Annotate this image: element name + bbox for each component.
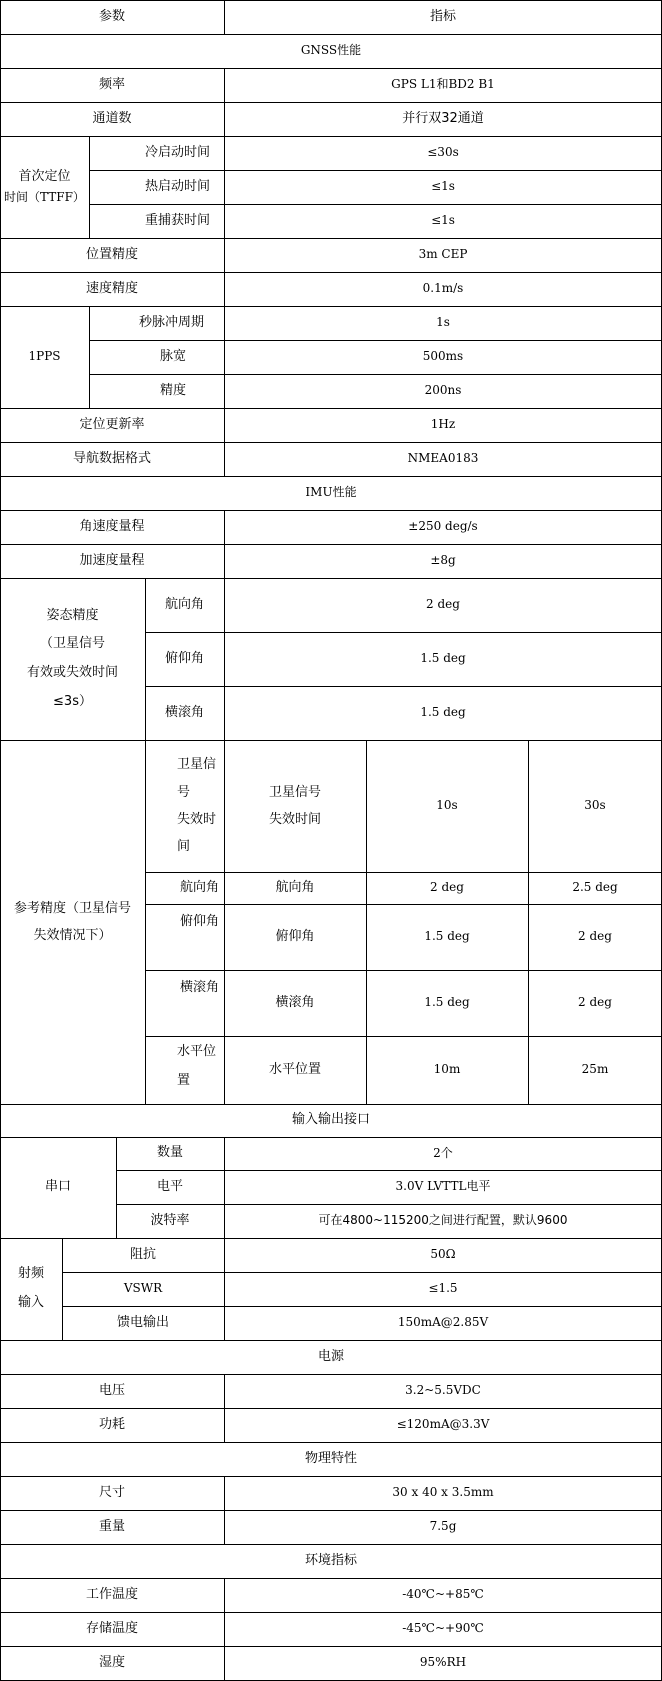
serial-count-label: 数量 bbox=[116, 1137, 224, 1170]
data-format-label: 导航数据格式 bbox=[0, 442, 224, 476]
grid-line-horizontal bbox=[0, 1238, 662, 1239]
grid-line-horizontal bbox=[0, 272, 662, 273]
accel-range-label: 加速度量程 bbox=[0, 544, 224, 578]
grid-line-vertical bbox=[62, 1238, 63, 1340]
grid-line-horizontal bbox=[0, 238, 662, 239]
section-power: 电源 bbox=[0, 1340, 662, 1374]
storage-temp-label: 存储温度 bbox=[0, 1612, 224, 1646]
hot-start-value: ≤1s bbox=[224, 170, 662, 204]
grid-line-horizontal bbox=[0, 1510, 662, 1511]
grid-line-horizontal bbox=[0, 1476, 662, 1477]
serial-level-value: 3.0V LVTTL电平 bbox=[224, 1170, 662, 1204]
grid-line-horizontal bbox=[89, 374, 662, 375]
grid-line-vertical bbox=[224, 1374, 225, 1442]
attitude-roll-label: 横滚角 bbox=[145, 686, 224, 740]
grid-line-horizontal bbox=[0, 1137, 662, 1138]
ref-outage-10s: 10s bbox=[366, 740, 528, 872]
channels-label: 通道数 bbox=[0, 102, 224, 136]
ref-outage-col-line1: 卫星信号 bbox=[268, 784, 321, 800]
ref-roll-30s: 2 deg bbox=[528, 970, 662, 1036]
grid-line-horizontal bbox=[0, 510, 662, 511]
section-physical: 物理特性 bbox=[0, 1442, 662, 1476]
ttff-group-line2: 时间（TTFF） bbox=[4, 189, 85, 204]
section-environment: 环境指标 bbox=[0, 1544, 662, 1578]
attitude-group-line3: 有效或失效时间 bbox=[26, 665, 118, 680]
grid-line-vertical bbox=[0, 0, 1, 1681]
rf-group-line1: 射频 bbox=[17, 1266, 44, 1282]
ref-horizontal-sub-line1: 水平位 bbox=[177, 1044, 217, 1059]
grid-line-horizontal bbox=[116, 1170, 662, 1171]
data-format-value: NMEA0183 bbox=[224, 442, 662, 476]
size-label: 尺寸 bbox=[0, 1476, 224, 1510]
serial-level-label: 电平 bbox=[116, 1170, 224, 1204]
ref-horizontal-sub-line2: 置 bbox=[177, 1072, 191, 1088]
attitude-group-line4: ≤3s） bbox=[53, 693, 92, 709]
header-spec: 指标 bbox=[224, 0, 662, 34]
grid-line-horizontal bbox=[0, 1374, 662, 1375]
rf-feed-value: 150mA@2.85V bbox=[224, 1306, 662, 1340]
pps-accuracy-label: 精度 bbox=[89, 374, 224, 408]
section-imu: IMU性能 bbox=[0, 476, 662, 510]
attitude-group-line1: 姿态精度 bbox=[46, 607, 99, 623]
storage-temp-value: -45℃~+90℃ bbox=[224, 1612, 662, 1646]
ref-horizontal-10s: 10m bbox=[366, 1036, 528, 1104]
attitude-pitch-value: 1.5 deg bbox=[224, 632, 662, 686]
grid-line-horizontal bbox=[0, 442, 662, 443]
update-rate-value: 1Hz bbox=[224, 408, 662, 442]
grid-line-horizontal bbox=[0, 1612, 662, 1613]
grid-line-vertical bbox=[145, 578, 146, 1104]
humidity-value: 95%RH bbox=[224, 1646, 662, 1680]
reacq-label: 重捕获时间 bbox=[89, 204, 224, 238]
grid-line-vertical bbox=[224, 68, 225, 476]
ref-roll-label: 横滚角 bbox=[224, 970, 366, 1036]
rf-feed-label: 馈电输出 bbox=[62, 1306, 224, 1340]
grid-line-horizontal bbox=[145, 970, 662, 971]
pps-period-value: 1s bbox=[224, 306, 662, 340]
ref-outage-sub-line3: 失效时 bbox=[177, 812, 217, 827]
rf-impedance-label: 阻抗 bbox=[62, 1238, 224, 1272]
cold-start-value: ≤30s bbox=[224, 136, 662, 170]
grid-line-horizontal bbox=[89, 340, 662, 341]
ref-outage-30s: 30s bbox=[528, 740, 662, 872]
grid-line-horizontal bbox=[145, 1036, 662, 1037]
ref-heading-label: 航向角 bbox=[224, 872, 366, 904]
size-value: 30 x 40 x 3.5mm bbox=[224, 1476, 662, 1510]
reacq-value: ≤1s bbox=[224, 204, 662, 238]
pps-width-label: 脉宽 bbox=[89, 340, 224, 374]
attitude-pitch-label: 俯仰角 bbox=[145, 632, 224, 686]
grid-line-horizontal bbox=[0, 1408, 662, 1409]
humidity-label: 湿度 bbox=[0, 1646, 224, 1680]
operating-temp-value: -40℃~+85℃ bbox=[224, 1578, 662, 1612]
hot-start-label: 热启动时间 bbox=[89, 170, 224, 204]
serial-count-value: 2个 bbox=[224, 1137, 662, 1170]
ref-outage-sub-line1: 卫星信 bbox=[177, 757, 217, 773]
accel-range-value: ±8g bbox=[224, 544, 662, 578]
grid-line-horizontal bbox=[0, 1646, 662, 1647]
attitude-group-line2: （卫星信号 bbox=[39, 636, 105, 652]
grid-line-horizontal bbox=[0, 1442, 662, 1443]
grid-line-vertical bbox=[89, 306, 90, 408]
grid-line-horizontal bbox=[89, 170, 662, 171]
ref-pitch-label: 俯仰角 bbox=[224, 904, 366, 970]
reference-group-line2: 失效情况下） bbox=[33, 928, 112, 943]
ref-heading-10s: 2 deg bbox=[366, 872, 528, 904]
grid-line-vertical bbox=[224, 0, 225, 34]
rf-group bbox=[0, 1238, 62, 1340]
ttff-group-line1: 首次定位 bbox=[18, 169, 71, 184]
grid-line-horizontal bbox=[62, 1272, 662, 1273]
grid-line-horizontal bbox=[145, 872, 662, 873]
ref-outage-sub-line4: 间 bbox=[177, 839, 191, 855]
rf-impedance-value: 50Ω bbox=[224, 1238, 662, 1272]
update-rate-label: 定位更新率 bbox=[0, 408, 224, 442]
consumption-label: 功耗 bbox=[0, 1408, 224, 1442]
grid-line-horizontal bbox=[89, 204, 662, 205]
grid-line-horizontal bbox=[0, 1544, 662, 1545]
ref-pitch-10s: 1.5 deg bbox=[366, 904, 528, 970]
serial-baud-label: 波特率 bbox=[116, 1204, 224, 1238]
grid-line-horizontal bbox=[0, 578, 662, 579]
attitude-heading-label: 航向角 bbox=[145, 578, 224, 632]
ref-roll-10s: 1.5 deg bbox=[366, 970, 528, 1036]
gyro-range-label: 角速度量程 bbox=[0, 510, 224, 544]
position-accuracy-value: 3m CEP bbox=[224, 238, 662, 272]
cold-start-label: 冷启动时间 bbox=[89, 136, 224, 170]
attitude-group bbox=[0, 578, 145, 740]
attitude-heading-value: 2 deg bbox=[224, 578, 662, 632]
pps-period-label: 秒脉冲周期 bbox=[89, 306, 224, 340]
gyro-range-value: ±250 deg/s bbox=[224, 510, 662, 544]
rf-vswr-value: ≤1.5 bbox=[224, 1272, 662, 1306]
voltage-label: 电压 bbox=[0, 1374, 224, 1408]
velocity-accuracy-value: 0.1m/s bbox=[224, 272, 662, 306]
grid-line-vertical bbox=[224, 1476, 225, 1544]
ref-heading-30s: 2.5 deg bbox=[528, 872, 662, 904]
frequency-value: GPS L1和BD2 B1 bbox=[224, 68, 662, 102]
section-io: 输入输出接口 bbox=[0, 1104, 662, 1137]
grid-line-horizontal bbox=[0, 1578, 662, 1579]
grid-line-vertical bbox=[224, 510, 225, 1104]
weight-value: 7.5g bbox=[224, 1510, 662, 1544]
grid-line-horizontal bbox=[0, 306, 662, 307]
ttff-group bbox=[0, 136, 89, 238]
operating-temp-label: 工作温度 bbox=[0, 1578, 224, 1612]
grid-line-vertical bbox=[366, 740, 367, 1104]
attitude-roll-value: 1.5 deg bbox=[224, 686, 662, 740]
ref-pitch-sub: 俯仰角 bbox=[145, 904, 224, 970]
grid-line-horizontal bbox=[145, 686, 662, 687]
ref-roll-sub: 横滚角 bbox=[145, 970, 224, 1036]
pps-width-value: 500ms bbox=[224, 340, 662, 374]
reference-group bbox=[0, 740, 145, 1104]
channels-value: 并行双32通道 bbox=[224, 102, 662, 136]
grid-line-horizontal bbox=[62, 1306, 662, 1307]
grid-line-horizontal bbox=[0, 544, 662, 545]
grid-line-horizontal bbox=[0, 34, 662, 35]
rf-vswr-label: VSWR bbox=[62, 1272, 224, 1306]
grid-line-vertical bbox=[116, 1137, 117, 1238]
reference-group-line1: 参考精度（卫星信号 bbox=[13, 900, 131, 916]
ref-outage-sub bbox=[145, 740, 224, 872]
header-param: 参数 bbox=[0, 0, 224, 34]
position-accuracy-label: 位置精度 bbox=[0, 238, 224, 272]
serial-group: 串口 bbox=[0, 1137, 116, 1238]
grid-line-horizontal bbox=[145, 632, 662, 633]
grid-line-horizontal bbox=[0, 1340, 662, 1341]
consumption-value: ≤120mA@3.3V bbox=[224, 1408, 662, 1442]
weight-label: 重量 bbox=[0, 1510, 224, 1544]
grid-line-horizontal bbox=[0, 408, 662, 409]
section-gnss: GNSS性能 bbox=[0, 34, 662, 68]
ref-outage-col bbox=[224, 740, 366, 872]
grid-line-horizontal bbox=[116, 1204, 662, 1205]
serial-baud-value: 可在4800~115200之间进行配置，默认9600 bbox=[224, 1204, 662, 1238]
ref-outage-sub-line2: 号 bbox=[177, 784, 191, 800]
grid-line-horizontal bbox=[0, 136, 662, 137]
rf-group-line2: 输入 bbox=[17, 1295, 44, 1310]
pps-group: 1PPS bbox=[0, 306, 89, 408]
ref-horizontal-sub bbox=[145, 1036, 224, 1104]
ref-horizontal-label: 水平位置 bbox=[224, 1036, 366, 1104]
grid-line-horizontal bbox=[145, 904, 662, 905]
pps-accuracy-value: 200ns bbox=[224, 374, 662, 408]
grid-line-horizontal bbox=[0, 740, 662, 741]
grid-line-horizontal bbox=[0, 102, 662, 103]
grid-line-vertical bbox=[224, 1578, 225, 1681]
ref-heading-sub: 航向角 bbox=[145, 872, 224, 904]
grid-line-horizontal bbox=[0, 68, 662, 69]
grid-line-vertical bbox=[528, 740, 529, 1104]
ref-pitch-30s: 2 deg bbox=[528, 904, 662, 970]
grid-line-vertical bbox=[89, 136, 90, 238]
ref-outage-col-line2: 失效时间 bbox=[268, 812, 321, 827]
grid-line-horizontal bbox=[0, 476, 662, 477]
grid-line-vertical bbox=[224, 1137, 225, 1340]
voltage-value: 3.2~5.5VDC bbox=[224, 1374, 662, 1408]
velocity-accuracy-label: 速度精度 bbox=[0, 272, 224, 306]
grid-line-horizontal bbox=[0, 0, 662, 1]
grid-line-horizontal bbox=[0, 1104, 662, 1105]
ref-horizontal-30s: 25m bbox=[528, 1036, 662, 1104]
frequency-label: 频率 bbox=[0, 68, 224, 102]
